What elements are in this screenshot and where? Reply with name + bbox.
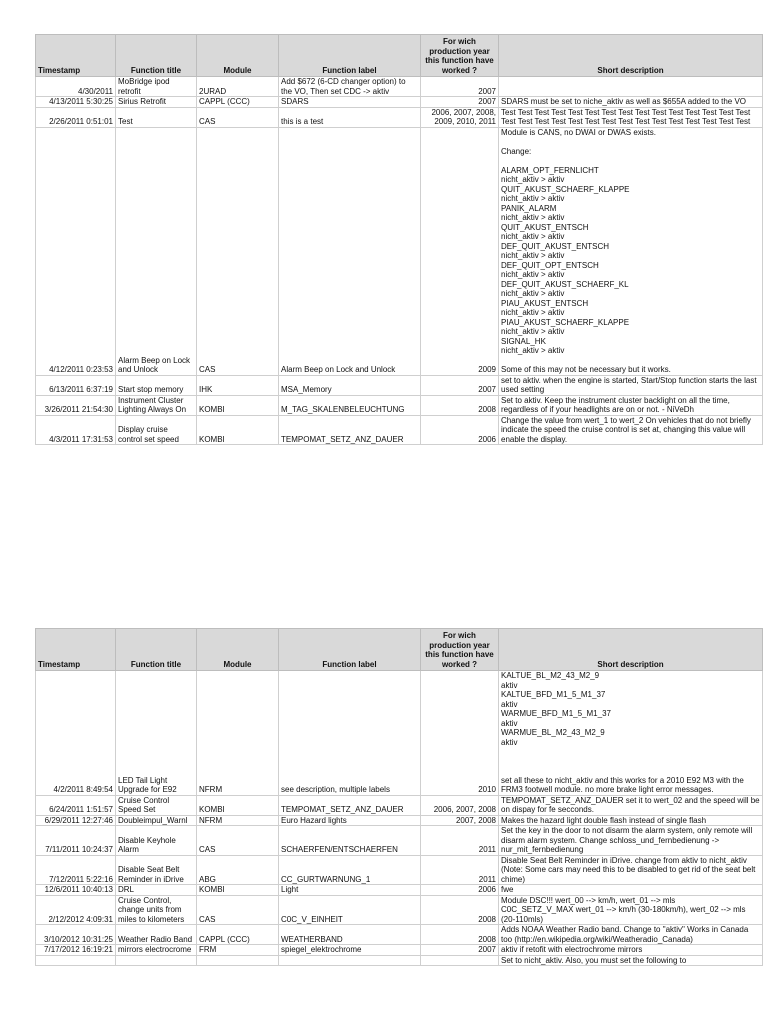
cell-function-title: Start stop memory <box>116 375 197 395</box>
cell-short-description: Adds NOAA Weather Radio band. Change to "aktiv" Works in Canada too (http://en.wikipedia.org/wiki/Weatheradio_Canada) <box>499 925 763 945</box>
cell-production-year: 2011 <box>421 826 499 856</box>
cell-module: NFRM <box>197 815 279 826</box>
cell-function-label: WEATHERBAND <box>279 925 421 945</box>
table-header <box>36 35 763 77</box>
table-header <box>36 629 763 671</box>
cell-timestamp: 4/2/2011 8:49:54 <box>36 671 116 796</box>
cell-module: KOMBI <box>197 885 279 896</box>
cell-timestamp: 7/12/2011 5:22:16 <box>36 855 116 885</box>
header-timestamp: Timestamp <box>36 629 116 671</box>
cell-production-year: 2008 <box>421 395 499 415</box>
cell-function-label: C0C_V_EINHEIT <box>279 895 421 925</box>
table-row <box>36 826 763 856</box>
header-function-label: Function label <box>279 35 421 77</box>
cell-function-label: M_TAG_SKALENBELEUCHTUNG <box>279 395 421 415</box>
header-function-label: Function label <box>279 629 421 671</box>
header-module: Module <box>197 629 279 671</box>
cell-function-label: CC_GURTWARNUNG_1 <box>279 855 421 885</box>
cell-timestamp <box>36 955 116 966</box>
cell-short-description: SDARS must be set to niche_aktiv as well as $655A added to the VO <box>499 97 763 108</box>
cell-short-description <box>499 77 763 97</box>
cell-timestamp: 4/30/2011 <box>36 77 116 97</box>
cell-function-title: Alarm Beep on Lock and Unlock <box>116 127 197 375</box>
cell-production-year: 2008 <box>421 895 499 925</box>
table-row <box>36 395 763 415</box>
spreadsheet-table-2 <box>35 628 763 966</box>
header-function-title: Function title <box>116 35 197 77</box>
cell-production-year: 2008 <box>421 925 499 945</box>
cell-function-title: Disable Keyhole Alarm <box>116 826 197 856</box>
cell-short-description: Module is CANS, no DWAI or DWAS exists. Change: ALARM_OPT_FERNLICHT nicht_aktiv > aktiv QUIT_AKUST_SCHAERF_KLAPPE nicht_aktiv > aktiv PANIK_ALARM nicht_aktiv > aktiv QUIT_AKUST_ENTSCH nicht_aktiv > aktiv DEF_QUIT_AKUST_ENTSCH nicht_aktiv > aktiv DEF_QUIT_OPT_ENTSCH nicht_aktiv > aktiv DEF_QUIT_AKUST_SCHAERF_KL nicht_aktiv > aktiv PIAU_AKUST_ENTSCH nicht_aktiv > aktiv PIAU_AKUST_SCHAERF_KLAPPE nicht_aktiv > aktiv SIGNAL_HK nicht_aktiv > aktiv Some of this may not be necessary but it works. <box>499 127 763 375</box>
table-row <box>36 671 763 796</box>
cell-function-title: Instrument Cluster Lighting Always On <box>116 395 197 415</box>
cell-production-year: 2010 <box>421 671 499 796</box>
cell-production-year: 2007 <box>421 375 499 395</box>
cell-function-label: this is a test <box>279 107 421 127</box>
cell-module: KOMBI <box>197 395 279 415</box>
table-row <box>36 97 763 108</box>
cell-production-year: 2011 <box>421 855 499 885</box>
cell-timestamp: 4/12/2011 0:23:53 <box>36 127 116 375</box>
cell-short-description: Test Test Test Test Test Test Test Test Test Test Test Test Test Test Test Test Test Test Test Test Test Test Test Test Test Test Test Test Test Test <box>499 107 763 127</box>
table-row <box>36 855 763 885</box>
cell-module: NFRM <box>197 671 279 796</box>
cell-short-description: set to aktiv. when the engine is started, Start/Stop function starts the last used setting <box>499 375 763 395</box>
cell-timestamp: 3/10/2012 10:31:25 <box>36 925 116 945</box>
cell-module: CAPPL (CCC) <box>197 97 279 108</box>
cell-function-label: see description, multiple labels <box>279 671 421 796</box>
cell-function-label: TEMPOMAT_SETZ_ANZ_DAUER <box>279 415 421 445</box>
header-short-description: Short description <box>499 629 763 671</box>
cell-production-year: 2006 <box>421 415 499 445</box>
cell-timestamp: 2/12/2012 4:09:31 <box>36 895 116 925</box>
header-production-year: For wich production year this function have worked ? <box>421 629 499 671</box>
cell-function-label: SDARS <box>279 97 421 108</box>
cell-module: ABG <box>197 855 279 885</box>
cell-function-label: Light <box>279 885 421 896</box>
cell-function-title: LED Tail Light Upgrade for E92 <box>116 671 197 796</box>
cell-function-title: mirrors electrocrome <box>116 945 197 956</box>
cell-function-label: SCHAERFEN/ENTSCHAERFEN <box>279 826 421 856</box>
cell-module: IHK <box>197 375 279 395</box>
table-row <box>36 415 763 445</box>
cell-function-title: DRL <box>116 885 197 896</box>
cell-timestamp: 6/13/2011 6:37:19 <box>36 375 116 395</box>
header-timestamp: Timestamp <box>36 35 116 77</box>
table-row <box>36 107 763 127</box>
cell-function-title: Sirius Retrofit <box>116 97 197 108</box>
cell-production-year: 2006 <box>421 885 499 896</box>
cell-module: 2URAD <box>197 77 279 97</box>
cell-function-label: Euro Hazard lights <box>279 815 421 826</box>
cell-timestamp: 3/26/2011 21:54:30 <box>36 395 116 415</box>
cell-short-description: aktiv if retofit with electrochrome mirrors <box>499 945 763 956</box>
table-row <box>36 127 763 375</box>
cell-function-title: Weather Radio Band <box>116 925 197 945</box>
table-row <box>36 795 763 815</box>
cell-function-label: spiegel_elektrochrome <box>279 945 421 956</box>
cell-timestamp: 6/29/2011 12:27:46 <box>36 815 116 826</box>
cell-timestamp: 7/11/2011 10:24:37 <box>36 826 116 856</box>
header-short-description: Short description <box>499 35 763 77</box>
cell-timestamp: 7/17/2012 16:19:21 <box>36 945 116 956</box>
cell-short-description: Set to nicht_aktiv. Also, you must set the following to <box>499 955 763 966</box>
cell-production-year: 2009 <box>421 127 499 375</box>
table-body <box>36 77 763 445</box>
cell-module: FRM <box>197 945 279 956</box>
spreadsheet-table-1 <box>35 34 763 445</box>
cell-short-description: Set the key in the door to not disarm the alarm system, only remote will disarm alarm system. Change schloss_und_fernbedienung -> nur_mit_fernbedienung <box>499 826 763 856</box>
cell-function-title: Cruise Control Speed Set <box>116 795 197 815</box>
cell-function-label: Add $672 (6-CD changer option) to the VO, Then set CDC -> aktiv <box>279 77 421 97</box>
table-row <box>36 925 763 945</box>
cell-function-title: Doubleimpul_Warnl <box>116 815 197 826</box>
cell-short-description: Change the value from wert_1 to wert_2 On vehicles that do not briefly indicate the speed the cruise control is set at, changing this value will enable the display. <box>499 415 763 445</box>
cell-production-year: 2007 <box>421 77 499 97</box>
table-row <box>36 895 763 925</box>
cell-module: CAS <box>197 826 279 856</box>
cell-production-year: 2007 <box>421 945 499 956</box>
cell-production-year: 2007, 2008 <box>421 815 499 826</box>
cell-function-title: Disable Seat Belt Reminder in iDrive <box>116 855 197 885</box>
header-function-title: Function title <box>116 629 197 671</box>
cell-function-title: Cruise Control, change units from miles to kilometers <box>116 895 197 925</box>
cell-module: CAS <box>197 127 279 375</box>
cell-function-title: MoBridge ipod retrofit <box>116 77 197 97</box>
cell-timestamp: 4/13/2011 5:30:25 <box>36 97 116 108</box>
cell-function-label <box>279 955 421 966</box>
cell-timestamp: 12/6/2011 10:40:13 <box>36 885 116 896</box>
header-module: Module <box>197 35 279 77</box>
table-row <box>36 77 763 97</box>
cell-timestamp: 6/24/2011 1:51:57 <box>36 795 116 815</box>
cell-function-title: Test <box>116 107 197 127</box>
cell-timestamp: 4/3/2011 17:31:53 <box>36 415 116 445</box>
cell-production-year: 2006, 2007, 2008, 2009, 2010, 2011 <box>421 107 499 127</box>
cell-module: CAS <box>197 895 279 925</box>
cell-short-description: Set to aktiv. Keep the instrument cluster backlight on all the time, regardless of if your headlights are on or not. - NiVeDh <box>499 395 763 415</box>
table-row <box>36 885 763 896</box>
cell-function-label: Alarm Beep on Lock and Unlock <box>279 127 421 375</box>
cell-short-description: Module DSC!!! wert_00 --> km/h, wert_01 --> mls C0C_SETZ_V_MAX wert_01 --> km/h (30-180km/h), wert_02 --> mls (20-110mls) <box>499 895 763 925</box>
cell-short-description: TEMPOMAT_SETZ_ANZ_DAUER set it to wert_02 and the speed will be on dispay for fe secconds. <box>499 795 763 815</box>
cell-module: KOMBI <box>197 415 279 445</box>
cell-module <box>197 955 279 966</box>
table-row <box>36 945 763 956</box>
cell-short-description: KALTUE_BL_M2_43_M2_9 aktiv KALTUE_BFD_M1_5_M1_37 aktiv WARMUE_BFD_M1_5_M1_37 aktiv WARMUE_BL_M2_43_M2_9 aktiv set all these to nicht_aktiv and this works for a 2010 E92 M3 with the FRM3 footwell module. no more brake light error messages. <box>499 671 763 796</box>
cell-short-description: Disable Seat Belt Reminder in iDrive. change from aktiv to nicht_aktiv (Note: Some cars may need this to be disabled to get rid of the seat belt chime) <box>499 855 763 885</box>
cell-function-title <box>116 955 197 966</box>
cell-production-year <box>421 955 499 966</box>
cell-function-label: TEMPOMAT_SETZ_ANZ_DAUER <box>279 795 421 815</box>
cell-timestamp: 2/26/2011 0:51:01 <box>36 107 116 127</box>
table-body <box>36 671 763 966</box>
table-row <box>36 955 763 966</box>
table-row <box>36 815 763 826</box>
cell-function-title: Display cruise control set speed <box>116 415 197 445</box>
header-production-year: For wich production year this function have worked ? <box>421 35 499 77</box>
cell-short-description: fwe <box>499 885 763 896</box>
cell-function-label: MSA_Memory <box>279 375 421 395</box>
cell-production-year: 2006, 2007, 2008 <box>421 795 499 815</box>
cell-module: CAS <box>197 107 279 127</box>
cell-module: CAPPL (CCC) <box>197 925 279 945</box>
cell-production-year: 2007 <box>421 97 499 108</box>
table-row <box>36 375 763 395</box>
cell-module: KOMBI <box>197 795 279 815</box>
cell-short-description: Makes the hazard light double flash instead of single flash <box>499 815 763 826</box>
